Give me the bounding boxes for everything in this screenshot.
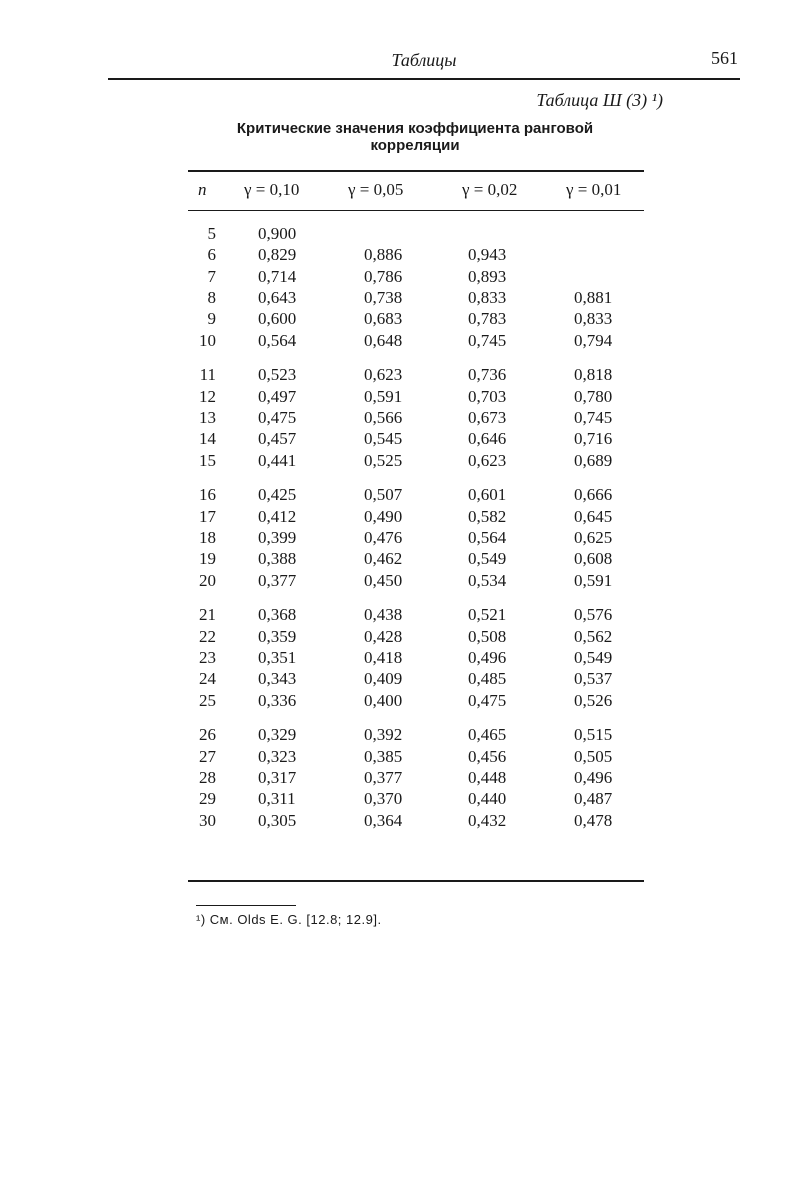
footnote-rule xyxy=(196,905,296,906)
cell-n: 15 xyxy=(199,450,216,470)
cell-n: 7 xyxy=(207,266,216,286)
cell-gamma-002: 0,893 xyxy=(468,266,507,286)
cell-gamma-001: 0,689 xyxy=(574,450,613,470)
table-bottom-rule xyxy=(188,880,644,882)
cell-gamma-002: 0,456 xyxy=(468,746,507,766)
cell-gamma-010: 0,305 xyxy=(258,810,297,830)
cell-gamma-001: 0,537 xyxy=(574,669,613,689)
table-top-rule xyxy=(188,170,644,172)
cell-n: 24 xyxy=(199,669,216,689)
cell-gamma-010: 0,368 xyxy=(258,605,297,625)
cell-gamma-005: 0,545 xyxy=(364,429,403,449)
cell-n: 12 xyxy=(199,386,216,406)
cell-gamma-002: 0,703 xyxy=(468,386,507,406)
cell-gamma-005: 0,428 xyxy=(364,626,403,646)
column-header-gamma-002: γ = 0,02 xyxy=(462,180,518,199)
table-row xyxy=(0,789,801,811)
cell-gamma-010: 0,317 xyxy=(258,767,297,787)
cell-n: 11 xyxy=(199,365,216,385)
cell-gamma-002: 0,496 xyxy=(468,647,507,667)
cell-gamma-005: 0,392 xyxy=(364,725,403,745)
table-row xyxy=(0,549,801,571)
cell-gamma-005: 0,450 xyxy=(364,570,403,590)
cell-n: 30 xyxy=(199,810,216,830)
cell-gamma-010: 0,564 xyxy=(258,330,297,350)
cell-gamma-001: 0,833 xyxy=(574,309,613,329)
cell-gamma-005: 0,490 xyxy=(364,506,403,526)
cell-gamma-001: 0,576 xyxy=(574,605,613,625)
cell-gamma-002: 0,564 xyxy=(468,527,507,547)
cell-gamma-002: 0,943 xyxy=(468,245,507,265)
cell-gamma-001: 0,608 xyxy=(574,549,613,569)
cell-gamma-005: 0,400 xyxy=(364,690,403,710)
cell-gamma-001: 0,549 xyxy=(574,647,613,667)
table-row xyxy=(0,224,801,246)
cell-gamma-005: 0,648 xyxy=(364,330,403,350)
cell-gamma-010: 0,399 xyxy=(258,527,297,547)
cell-gamma-010: 0,497 xyxy=(258,386,297,406)
cell-gamma-002: 0,440 xyxy=(468,789,507,809)
cell-gamma-002: 0,783 xyxy=(468,309,507,329)
cell-gamma-005: 0,786 xyxy=(364,266,403,286)
cell-gamma-002: 0,673 xyxy=(468,407,507,427)
column-header-gamma-001: γ = 0,01 xyxy=(566,180,622,199)
cell-gamma-010: 0,343 xyxy=(258,669,297,689)
table-row xyxy=(0,429,801,451)
cell-gamma-010: 0,425 xyxy=(258,485,297,505)
cell-n: 6 xyxy=(207,245,216,265)
table-row xyxy=(0,648,801,670)
cell-gamma-001: 0,745 xyxy=(574,407,613,427)
table-row xyxy=(0,691,801,713)
table-row xyxy=(0,288,801,310)
column-header-gamma-005: γ = 0,05 xyxy=(348,180,404,199)
cell-gamma-002: 0,485 xyxy=(468,669,507,689)
cell-n: 5 xyxy=(207,224,216,243)
page-number: 561 xyxy=(711,48,738,68)
cell-gamma-002: 0,646 xyxy=(468,429,507,449)
cell-gamma-010: 0,523 xyxy=(258,365,297,385)
cell-gamma-005: 0,507 xyxy=(364,485,403,505)
table-row xyxy=(0,768,801,790)
cell-gamma-002: 0,833 xyxy=(468,287,507,307)
cell-gamma-002: 0,623 xyxy=(468,450,507,470)
cell-gamma-005: 0,886 xyxy=(364,245,403,265)
cell-gamma-005: 0,377 xyxy=(364,767,403,787)
table-row xyxy=(0,309,801,331)
cell-gamma-001: 0,881 xyxy=(574,287,613,307)
cell-n: 10 xyxy=(199,330,216,350)
cell-gamma-010: 0,377 xyxy=(258,570,297,590)
cell-gamma-010: 0,441 xyxy=(258,450,297,470)
table-row xyxy=(0,669,801,691)
table-row xyxy=(0,408,801,430)
cell-n: 27 xyxy=(199,746,216,766)
table-row xyxy=(0,571,801,593)
cell-gamma-010: 0,311 xyxy=(258,789,296,809)
table-header-rule xyxy=(188,210,644,211)
table-row xyxy=(0,725,801,747)
cell-n: 13 xyxy=(199,407,216,427)
column-header-n: n xyxy=(198,180,207,199)
cell-gamma-001: 0,780 xyxy=(574,386,613,406)
cell-n: 22 xyxy=(199,626,216,646)
cell-gamma-002: 0,508 xyxy=(468,626,507,646)
cell-gamma-001: 0,496 xyxy=(574,767,613,787)
cell-gamma-010: 0,900 xyxy=(258,224,297,243)
cell-gamma-005: 0,409 xyxy=(364,669,403,689)
cell-n: 28 xyxy=(199,767,216,787)
cell-gamma-001: 0,505 xyxy=(574,746,613,766)
cell-n: 21 xyxy=(199,605,216,625)
cell-n: 18 xyxy=(199,527,216,547)
cell-gamma-010: 0,351 xyxy=(258,647,297,667)
cell-n: 9 xyxy=(207,309,216,329)
cell-n: 16 xyxy=(199,485,216,505)
cell-gamma-010: 0,336 xyxy=(258,690,297,710)
cell-gamma-005: 0,462 xyxy=(364,549,403,569)
cell-gamma-010: 0,359 xyxy=(258,626,297,646)
table-row xyxy=(0,528,801,550)
cell-gamma-005: 0,370 xyxy=(364,789,403,809)
cell-gamma-002: 0,745 xyxy=(468,330,507,350)
table-row xyxy=(0,605,801,627)
cell-gamma-001: 0,562 xyxy=(574,626,613,646)
running-title: Таблицы xyxy=(391,50,457,70)
cell-n: 8 xyxy=(207,287,216,307)
cell-gamma-010: 0,323 xyxy=(258,746,297,766)
cell-gamma-005: 0,385 xyxy=(364,746,403,766)
running-head xyxy=(108,48,740,80)
table-row xyxy=(0,507,801,529)
cell-gamma-002: 0,465 xyxy=(468,725,507,745)
table-header-row xyxy=(0,180,801,202)
cell-gamma-010: 0,829 xyxy=(258,245,297,265)
cell-gamma-005: 0,591 xyxy=(364,386,403,406)
cell-n: 17 xyxy=(199,506,216,526)
cell-gamma-005: 0,738 xyxy=(364,287,403,307)
cell-gamma-002: 0,736 xyxy=(468,365,507,385)
cell-gamma-010: 0,412 xyxy=(258,506,297,526)
table-label: Таблица Ш (3) ¹) xyxy=(536,90,663,110)
cell-gamma-005: 0,566 xyxy=(364,407,403,427)
cell-gamma-001: 0,526 xyxy=(574,690,613,710)
column-header-gamma-010: γ = 0,10 xyxy=(244,180,300,199)
cell-gamma-002: 0,448 xyxy=(468,767,507,787)
cell-gamma-010: 0,475 xyxy=(258,407,297,427)
cell-gamma-005: 0,623 xyxy=(364,365,403,385)
cell-gamma-001: 0,666 xyxy=(574,485,613,505)
caption-line-1: Критические значения коэффициента ранговой xyxy=(236,120,594,137)
cell-n: 20 xyxy=(199,570,216,590)
cell-gamma-005: 0,418 xyxy=(364,647,403,667)
cell-gamma-010: 0,600 xyxy=(258,309,297,329)
cell-gamma-005: 0,525 xyxy=(364,450,403,470)
cell-gamma-002: 0,521 xyxy=(468,605,507,625)
cell-gamma-001: 0,478 xyxy=(574,810,613,830)
table-row xyxy=(0,267,801,289)
cell-gamma-002: 0,549 xyxy=(468,549,507,569)
cell-gamma-005: 0,683 xyxy=(364,309,403,329)
table-row xyxy=(0,451,801,473)
table-caption xyxy=(200,120,630,154)
cell-gamma-002: 0,475 xyxy=(468,690,507,710)
table-row xyxy=(0,747,801,769)
cell-gamma-010: 0,714 xyxy=(258,266,297,286)
cell-gamma-002: 0,582 xyxy=(468,506,507,526)
table-row xyxy=(0,331,801,353)
cell-n: 29 xyxy=(199,789,216,809)
cell-gamma-005: 0,364 xyxy=(364,810,403,830)
table-row xyxy=(0,387,801,409)
cell-gamma-002: 0,534 xyxy=(468,570,507,590)
cell-gamma-005: 0,476 xyxy=(364,527,403,547)
cell-gamma-010: 0,329 xyxy=(258,725,297,745)
cell-gamma-001: 0,515 xyxy=(574,725,613,745)
cell-gamma-005: 0,438 xyxy=(364,605,403,625)
cell-gamma-001: 0,487 xyxy=(574,789,613,809)
table-row xyxy=(0,627,801,649)
cell-n: 25 xyxy=(199,690,216,710)
table-row xyxy=(0,365,801,387)
cell-gamma-010: 0,388 xyxy=(258,549,297,569)
cell-gamma-002: 0,432 xyxy=(468,810,507,830)
table-row xyxy=(0,245,801,267)
caption-line-2: корреляции xyxy=(370,137,460,154)
cell-gamma-001: 0,645 xyxy=(574,506,613,526)
cell-gamma-002: 0,601 xyxy=(468,485,507,505)
table-row xyxy=(0,485,801,507)
cell-gamma-001: 0,716 xyxy=(574,429,613,449)
footnote: ¹) См. Olds E. G. [12.8; 12.9]. xyxy=(196,912,382,927)
table-row xyxy=(0,811,801,833)
cell-gamma-001: 0,591 xyxy=(574,570,613,590)
cell-gamma-001: 0,794 xyxy=(574,330,613,350)
cell-n: 19 xyxy=(199,549,216,569)
cell-n: 23 xyxy=(199,647,216,667)
cell-gamma-010: 0,643 xyxy=(258,287,297,307)
cell-n: 14 xyxy=(199,429,216,449)
cell-gamma-001: 0,625 xyxy=(574,527,613,547)
cell-n: 26 xyxy=(199,725,216,745)
cell-gamma-010: 0,457 xyxy=(258,429,297,449)
cell-gamma-001: 0,818 xyxy=(574,365,613,385)
